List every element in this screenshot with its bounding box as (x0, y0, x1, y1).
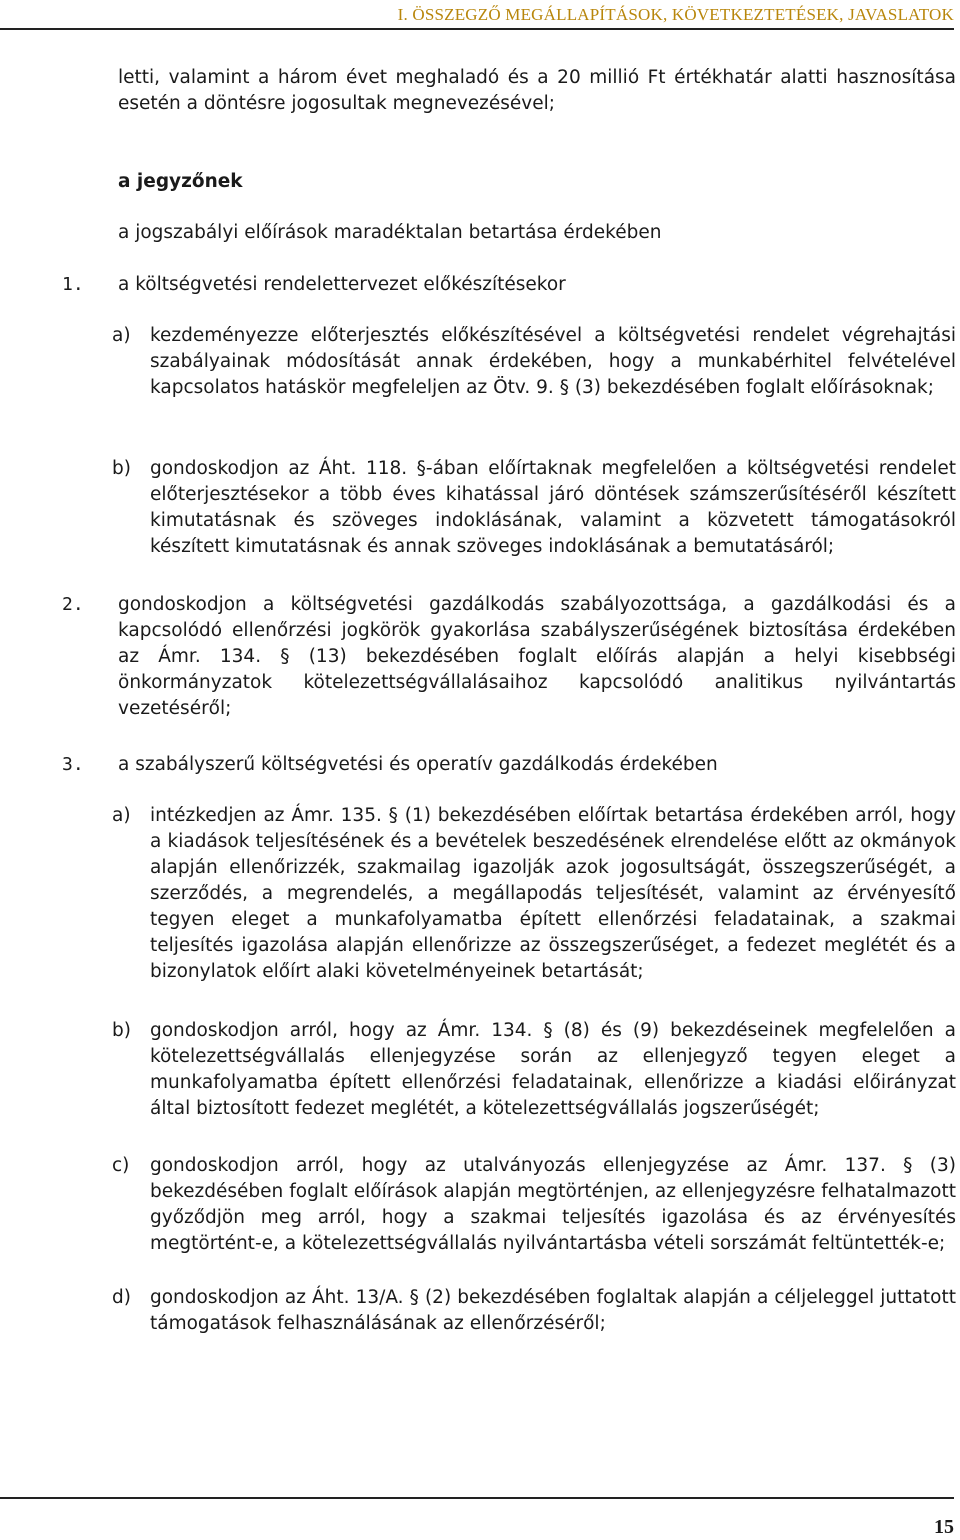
subitem-letter: a) (112, 805, 131, 826)
page-header (0, 0, 954, 30)
footer-rule (0, 1497, 954, 1499)
subitem-text: gondoskodjon az Áht. 13/A. § (2) bekezdésében foglaltak alapján a céljeleggel juttatott támogatások felhasználásának az ellenőrzéséről; (150, 1287, 956, 1334)
subitem-text: intézkedjen az Ámr. 135. § (1) bekezdésében előírtak betartása érdekében arról, hogy a kiadások teljesítésének és a bevételek beszedésének elrendelése előtt az okmányok alapján ellenőrizzék, szakmailag igazolják azok jogosultságát, összegszerűségét, a szerződés, a megrendelés, a megállapodás teljesítését, valamint az érvényesítő tegyen eleget a munkafolyamatba épített ellenőrzési feladatainak, a szakmai teljesítés igazolása alapján ellenőrizze az összegszerűséget, a fedezet meglétét és a bizonylatok előírt alaki követelményeinek betartását; (150, 805, 956, 982)
subitem-text: kezdeményezze előterjesztés előkészítésével a költségvetési rendelet végrehajtási szabályainak módosítását annak érdekében, hogy a munkabérhitel felvételével kapcsolatos hatáskör megfeleljen az Ötv. 9. § (3) bekezdésében foglalt előírásoknak; (150, 325, 956, 398)
item-number: 1. (62, 274, 84, 295)
continuation-paragraph: letti, valamint a három évet meghaladó és a 20 millió Ft értékhatár alatti hasznosítása esetén a döntésre jogosultak megnevezésével; (118, 67, 956, 114)
item-text: a szabályszerű költségvetési és operatív gazdálkodás érdekében (118, 754, 718, 775)
item-text: gondoskodjon a költségvetési gazdálkodás szabályozottsága, a gazdálkodási és a kapcsolódó ellenőrzési jogkörök gyakorlása szabályszerűségének biztosítása érdekében az Ámr. 134. § (13) bekezdésében foglalt előírás alapján a helyi kisebbségi önkormányzatok kötelezettségvállalásaihoz kapcsolódó analitikus nyilvántartás vezetéséről; (118, 594, 956, 719)
item-number: 2. (62, 594, 84, 615)
page-number: 15 (934, 1516, 954, 1538)
subitem-letter: b) (112, 1020, 131, 1041)
item-text: a költségvetési rendelettervezet előkészítésekor (118, 274, 566, 295)
subitem-letter: d) (112, 1287, 131, 1308)
header-title: I. ÖSSZEGZŐ MEGÁLLAPÍTÁSOK, KÖVETKEZTETÉSEK, JAVASLATOK (397, 5, 954, 24)
subitem-letter: a) (112, 325, 131, 346)
subitem-letter: b) (112, 458, 131, 479)
subitem-text: gondoskodjon arról, hogy az utalványozás ellenjegyzése az Ámr. 137. § (3) bekezdésében foglalt előírások alapján megtörténjen, az ellenjegyzésre felhatalmazott győződjön meg arról, hogy a szakmai teljesítés igazolása és az érvényesítés megtörtént-e, a kötelezettségvállalás nyilvántartásba vételi sorszámát feltüntették-e; (150, 1155, 956, 1254)
subitem-letter: c) (112, 1155, 130, 1176)
subitem-text: gondoskodjon az Áht. 118. §-ában előírtaknak megfelelően a költségvetési rendelet előterjesztésekor a több éves kihatással járó döntések számszerűsítéséről készített kimutatásnak és szöveges indoklásának, valamint a közvetett támogatásokról készített kimutatásnak és annak szöveges indoklásának a bemutatásáról; (150, 458, 956, 557)
intro-paragraph: a jogszabályi előírások maradéktalan betartása érdekében (118, 222, 662, 243)
item-number: 3. (62, 754, 84, 775)
addressee-heading: a jegyzőnek (118, 171, 243, 192)
subitem-text: gondoskodjon arról, hogy az Ámr. 134. § (8) és (9) bekezdéseinek megfelelően a kötelezettségvállalás ellenjegyzése során az ellenjegyző tegyen eleget a munkafolyamatba épített ellenőrzési feladatainak, ellenőrizze a kiadási előirányzat által biztosított fedezet meglétét, a kötelezettségvállalás jogszerűségét; (150, 1020, 956, 1119)
